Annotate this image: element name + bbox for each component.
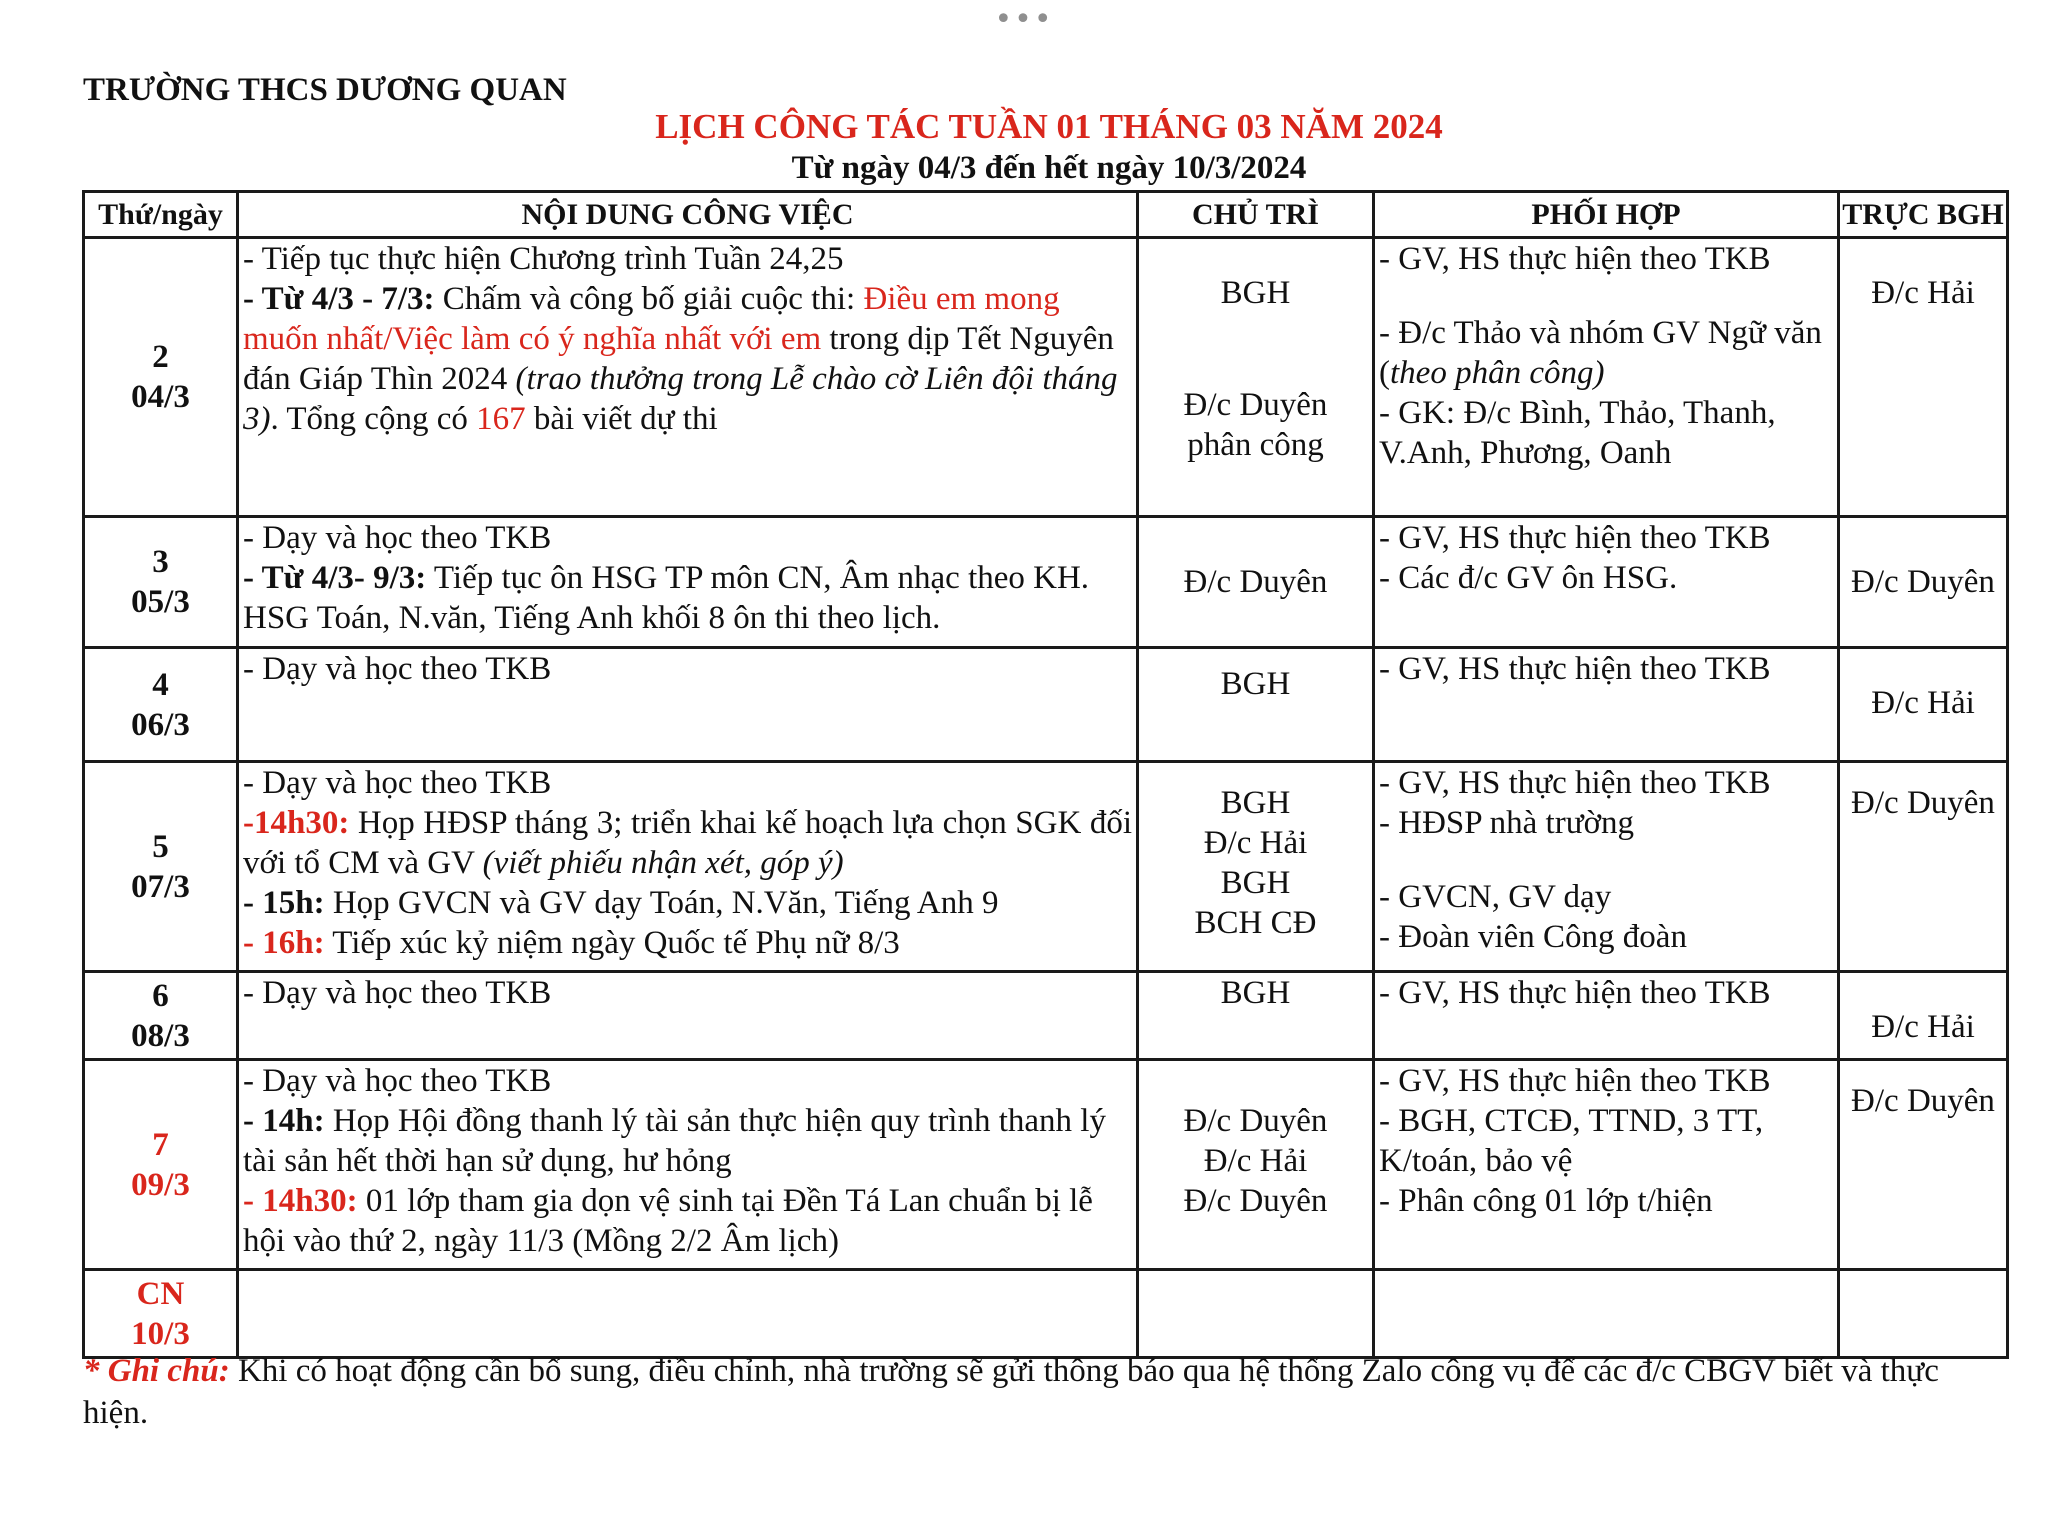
lead-cell — [1138, 648, 1374, 762]
content-text: Họp GVCN và GV dạy Toán, N.Văn, Tiếng Anh 9 — [324, 885, 999, 921]
content-line: - Dạy và học theo TKB — [243, 651, 552, 687]
column-header-content: NỘI DUNG CÔNG VIỆC — [238, 192, 1138, 238]
content-line — [243, 558, 1132, 638]
lead-line: BGH — [1220, 275, 1291, 311]
content-text: . Tổng cộng có — [270, 401, 477, 437]
coordinate-cell — [1374, 1060, 1839, 1270]
date: 04/3 — [131, 379, 190, 415]
weekday: 7 — [152, 1126, 169, 1163]
content-line — [243, 279, 1132, 439]
lead-cell — [1138, 1060, 1374, 1270]
content-text: Họp Hội đồng thanh lý tài sản thực hiện quy trình thanh lý tài sản hết thời hạn sử dụng, hư hỏng — [243, 1103, 1106, 1179]
content-line — [243, 1181, 1132, 1261]
time-label: - 14h30: — [243, 1183, 358, 1219]
content-cell — [238, 1060, 1138, 1270]
lead-line: Đ/c Hải — [1203, 825, 1308, 861]
coordinate-line: - GV, HS thực hiện theo TKB — [1379, 1063, 1771, 1099]
coordinate-line: - GVCN, GV dạy — [1379, 879, 1612, 915]
content-cell — [238, 648, 1138, 762]
time-label: - Từ 4/3- 9/3: — [243, 560, 427, 596]
duty-officer: Đ/c Hải — [1871, 685, 1975, 721]
time-label: - 14h: — [243, 1103, 325, 1139]
time-label: - Từ 4/3 - 7/3: — [243, 281, 435, 317]
schedule-table — [82, 190, 2009, 1359]
date: 09/3 — [131, 1166, 190, 1203]
content-cell — [238, 1270, 1138, 1358]
duty-cell — [1839, 238, 2008, 517]
table-row — [84, 972, 2008, 1060]
day-cell — [84, 762, 238, 972]
duty-officer: Đ/c Hải — [1871, 1009, 1975, 1045]
content-note: (viết phiếu nhận xét, góp ý) — [482, 845, 844, 881]
lead-line: BGH — [1220, 975, 1291, 1011]
coordinate-line: - Đoàn viên Công đoàn — [1379, 919, 1687, 955]
content-text: trong dịp Tết Nguyên đán Giáp Thìn 2024 — [243, 321, 1114, 397]
content-line — [243, 803, 1132, 883]
page-title: LỊCH CÔNG TÁC TUẦN 01 THÁNG 03 NĂM 2024 — [655, 107, 1443, 146]
lead-line: Đ/c Hải — [1203, 1143, 1308, 1179]
coordinate-line: - GV, HS thực hiện theo TKB — [1379, 651, 1771, 687]
duty-cell — [1839, 972, 2008, 1060]
duty-cell — [1839, 1270, 2008, 1358]
time-label: - 16h: — [243, 925, 325, 961]
duty-officer: Đ/c Hải — [1871, 275, 1975, 311]
duty-officer: Đ/c Duyên — [1851, 1083, 1995, 1119]
more-options-icon[interactable]: ••• — [994, 2, 1054, 37]
weekday: 3 — [152, 544, 169, 580]
duty-cell — [1839, 517, 2008, 648]
date: 05/3 — [131, 584, 190, 620]
content-note: (trao thưởng trong Lễ chào cờ Liên đội tháng 3) — [243, 361, 1118, 437]
content-line: - Dạy và học theo TKB — [243, 1063, 552, 1099]
footnote — [83, 1350, 2003, 1434]
lead-line: BGH — [1220, 666, 1291, 702]
content-line — [243, 883, 1132, 923]
duty-cell — [1839, 762, 2008, 972]
contest-name: Điều em mong muốn nhất/Việc làm có ý nghĩa nhất với em — [243, 281, 1060, 357]
date: 07/3 — [131, 868, 190, 905]
content-line — [243, 923, 1132, 963]
content-line: - Dạy và học theo TKB — [243, 975, 552, 1011]
column-header-lead: CHỦ TRÌ — [1138, 192, 1374, 238]
coordinate-cell — [1374, 1270, 1839, 1358]
lead-cell — [1138, 972, 1374, 1060]
day-cell — [84, 1270, 238, 1358]
table-row — [84, 648, 2008, 762]
content-text: Chấm và công bố giải cuộc thi: — [434, 281, 864, 317]
lead-cell — [1138, 238, 1374, 517]
weekday: CN — [136, 1275, 185, 1312]
table-row — [84, 762, 2008, 972]
coordinate-line — [1379, 313, 1833, 393]
coordinate-cell — [1374, 517, 1839, 648]
content-line: - Tiếp tục thực hiện Chương trình Tuần 24,25 — [243, 241, 844, 277]
content-cell — [238, 762, 1138, 972]
coordinate-cell — [1374, 648, 1839, 762]
coordinate-cell — [1374, 762, 1839, 972]
weekday: 6 — [152, 977, 169, 1014]
date: 06/3 — [131, 706, 190, 743]
coordinate-line: - GV, HS thực hiện theo TKB — [1379, 765, 1771, 801]
lead-line: Đ/c Duyên — [1183, 564, 1328, 600]
lead-cell — [1138, 1270, 1374, 1358]
time-label: - 15h: — [243, 885, 325, 921]
table-row — [84, 238, 2008, 517]
duty-officer: Đ/c Duyên — [1851, 785, 1995, 821]
content-text: Tiếp tục ôn HSG TP môn CN, Âm nhạc theo KH. HSG Toán, N.văn, Tiếng Anh khối 8 ôn thi theo lịch. — [243, 560, 1090, 636]
table-row — [84, 517, 2008, 648]
content-text: bài viết dự thi — [525, 401, 718, 437]
lead-line: Đ/c Duyên — [1183, 1183, 1328, 1219]
day-cell — [84, 238, 238, 517]
lead-cell — [1138, 517, 1374, 648]
coordinate-line: - GV, HS thực hiện theo TKB — [1379, 241, 1771, 277]
day-cell — [84, 517, 238, 648]
coordinate-line: - HĐSP nhà trường — [1379, 805, 1635, 841]
lead-line: BGH — [1220, 865, 1291, 901]
table-row — [84, 1060, 2008, 1270]
duty-cell — [1839, 1060, 2008, 1270]
lead-line: phân công — [1187, 427, 1324, 463]
day-cell — [84, 648, 238, 762]
coordinate-line: - GK: Đ/c Bình, Thảo, Thanh, V.Anh, Phương, Oanh — [1379, 395, 1776, 471]
school-name: TRƯỜNG THCS DƯƠNG QUAN — [83, 72, 567, 108]
content-text: Tiếp xúc kỷ niệm ngày Quốc tế Phụ nữ 8/3 — [324, 925, 900, 961]
table-row — [84, 1270, 2008, 1358]
lead-cell — [1138, 762, 1374, 972]
lead-line: BCH CĐ — [1194, 905, 1317, 941]
coordinate-text: - Đ/c Thảo và nhóm GV Ngữ văn ( — [1379, 315, 1822, 391]
weekday: 2 — [152, 339, 169, 375]
coordinate-line: - GV, HS thực hiện theo TKB — [1379, 520, 1771, 556]
content-text: Họp HĐSP tháng 3; triển khai kế hoạch lựa chọn SGK đối với tổ CM và GV — [243, 805, 1132, 881]
content-cell — [238, 238, 1138, 517]
lead-line: BGH — [1220, 785, 1291, 821]
time-label: -14h30: — [243, 805, 350, 841]
date-range-subtitle: Từ ngày 04/3 đến hết ngày 10/3/2024 — [791, 150, 1307, 186]
content-cell — [238, 972, 1138, 1060]
content-line — [243, 1101, 1132, 1181]
column-header-coordinate: PHỐI HỢP — [1374, 192, 1839, 238]
weekday: 5 — [152, 828, 169, 865]
lead-line: Đ/c Duyên — [1183, 1103, 1328, 1139]
weekday: 4 — [152, 666, 169, 703]
coordinate-line: - Các đ/c GV ôn HSG. — [1379, 560, 1678, 596]
day-cell — [84, 972, 238, 1060]
coordinate-line: - Phân công 01 lớp t/hiện — [1379, 1183, 1713, 1219]
entry-count: 167 — [476, 401, 526, 437]
coordinate-cell — [1374, 238, 1839, 517]
duty-officer: Đ/c Duyên — [1851, 564, 1995, 600]
content-line: - Dạy và học theo TKB — [243, 520, 552, 556]
note-text: Khi có hoạt động cần bổ sung, điều chỉnh, nhà trường sẽ gửi thông báo qua hệ thống Zalo công vụ để các đ/c CBGV biết và thực hiện. — [83, 1353, 1939, 1431]
content-cell — [238, 517, 1138, 648]
date: 10/3 — [131, 1315, 190, 1352]
coordinate-note: theo phân công) — [1390, 355, 1605, 391]
duty-cell — [1839, 648, 2008, 762]
coordinate-line: - GV, HS thực hiện theo TKB — [1379, 975, 1771, 1011]
coordinate-line: - BGH, CTCĐ, TTND, 3 TT, K/toán, bảo vệ — [1379, 1103, 1764, 1179]
table-header-row — [84, 192, 2008, 238]
date: 08/3 — [131, 1017, 190, 1054]
content-text: 01 lớp tham gia dọn vệ sinh tại Đền Tá Lan chuẩn bị lễ hội vào thứ 2, ngày 11/3 (Mồng 2/2 Âm lịch) — [243, 1183, 1093, 1259]
note-label: * Ghi chú: — [83, 1353, 230, 1389]
lead-line: Đ/c Duyên — [1183, 387, 1328, 423]
coordinate-cell — [1374, 972, 1839, 1060]
content-line: - Dạy và học theo TKB — [243, 765, 552, 801]
day-cell — [84, 1060, 238, 1270]
column-header-duty: TRỰC BGH — [1839, 192, 2008, 238]
column-header-day: Thứ/ngày — [84, 192, 238, 238]
